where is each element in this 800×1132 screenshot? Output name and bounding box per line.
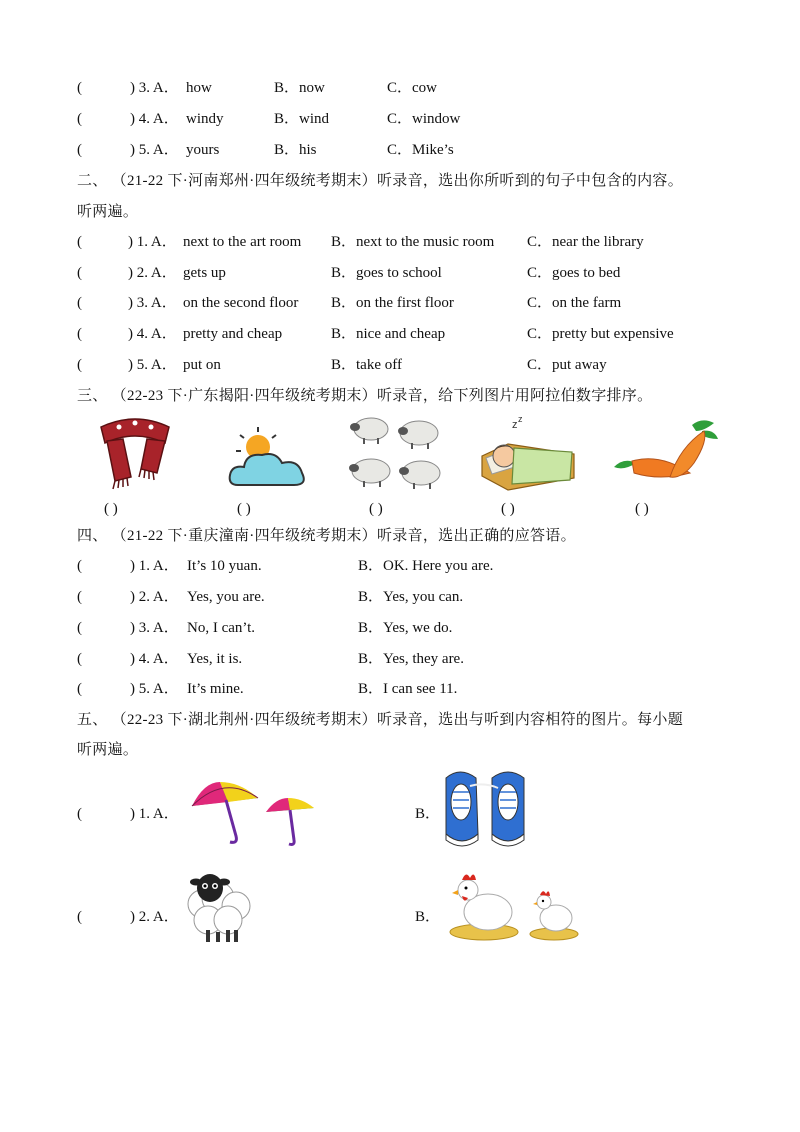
section-five-heading-cont: 听两遍。	[77, 742, 139, 758]
question-number: ) 5. A．	[130, 142, 179, 158]
option-c: C．Mike’s	[387, 142, 454, 158]
sun-cloud-picture	[228, 425, 308, 489]
question-row	[0, 619, 800, 639]
answer-paren-open: (	[77, 265, 82, 281]
option-a: gets up	[183, 265, 226, 281]
question-number: ) 3. A．	[128, 295, 177, 311]
option-a: put on	[183, 357, 221, 373]
option-c: C．on the farm	[527, 295, 622, 311]
question-number: ) 2. A．	[128, 265, 177, 281]
question-number: ) 3. A．	[130, 620, 179, 636]
ordering-blank[interactable]: ( )	[369, 501, 383, 517]
option-b: B．I can see 11.	[358, 681, 458, 697]
scarf-picture	[95, 413, 175, 491]
section-five-heading: 五、 （22-23 下·湖北荆州·四年级统考期末）听录音，选出与听到内容相符的图片。每小题	[77, 712, 683, 728]
shoes-picture	[440, 768, 530, 848]
option-c: C．near the library	[527, 234, 644, 250]
question-number: ) 4. A．	[130, 651, 179, 667]
option-b: B．goes to school	[331, 265, 442, 281]
question-number: ) 4. A．	[130, 111, 179, 127]
question-row	[0, 588, 800, 608]
question-number: ) 5. A．	[128, 357, 177, 373]
answer-paren-open: (	[77, 620, 82, 636]
option-b: B．Yes, we do.	[358, 620, 453, 636]
answer-paren-open: (	[77, 111, 82, 127]
option-b: B．nice and cheap	[331, 326, 446, 342]
ordering-blank[interactable]: ( )	[635, 501, 649, 517]
section-three-heading: 三、 （22-23 下·广东揭阳·四年级统考期末）听录音，给下列图片用阿拉伯数字排序。	[77, 388, 653, 404]
answer-paren-open: (	[77, 909, 82, 925]
question-row	[0, 805, 800, 825]
question-row	[0, 325, 800, 345]
question-number: ) 1. A．	[128, 234, 177, 250]
question-row	[0, 233, 800, 253]
option-b: B．on the first floor	[331, 295, 454, 311]
svg-text:z: z	[518, 414, 523, 424]
option-b: B．take off	[331, 357, 402, 373]
option-a: yours	[186, 142, 220, 158]
option-b: B．wind	[274, 111, 330, 127]
option-b: B．now	[274, 80, 325, 96]
answer-paren-open: (	[77, 681, 82, 697]
question-number: ) 1. A．	[130, 806, 179, 822]
answer-paren-open: (	[77, 651, 82, 667]
option-a: No, I can’t.	[187, 620, 256, 636]
question-number: ) 2. A．	[130, 909, 179, 925]
option-b: B．Yes, they are.	[358, 651, 464, 667]
option-a: It’s 10 yuan.	[187, 558, 262, 574]
question-row	[0, 680, 800, 700]
option-a: windy	[186, 111, 224, 127]
answer-paren-open: (	[77, 326, 82, 342]
question-number: ) 5. A．	[130, 681, 179, 697]
carrot-picture	[610, 417, 720, 485]
option-a: next to the art room	[183, 234, 302, 250]
question-row	[0, 79, 800, 99]
question-number: ) 3. A．	[130, 80, 179, 96]
option-c: C．put away	[527, 357, 607, 373]
ordering-blank[interactable]: ( )	[104, 501, 118, 517]
option-b: B．	[415, 806, 441, 822]
option-c: C．cow	[387, 80, 437, 96]
option-b: B．OK. Here you are.	[358, 558, 494, 574]
question-row	[0, 908, 800, 928]
question-row	[0, 141, 800, 161]
answer-paren-open: (	[77, 589, 82, 605]
answer-paren-open: (	[77, 558, 82, 574]
option-c: C．window	[387, 111, 461, 127]
option-a: Yes, you are.	[187, 589, 265, 605]
question-row	[0, 650, 800, 670]
option-b: B．Yes, you can.	[358, 589, 464, 605]
question-row	[0, 557, 800, 577]
option-a: Yes, it is.	[187, 651, 243, 667]
question-row	[0, 264, 800, 284]
answer-paren-open: (	[77, 806, 82, 822]
option-a: on the second floor	[183, 295, 299, 311]
question-number: ) 2. A．	[130, 589, 179, 605]
umbrella-picture	[190, 778, 320, 848]
question-row	[0, 110, 800, 130]
answer-paren-open: (	[77, 234, 82, 250]
question-row	[0, 294, 800, 314]
sheep-picture	[182, 868, 254, 944]
sleeping-child-picture	[478, 414, 578, 492]
question-number: ) 1. A．	[130, 558, 179, 574]
answer-paren-open: (	[77, 142, 82, 158]
section-two-heading: 二、 （21-22 下·河南郑州·四年级统考期末）听录音，选出你所听到的句子中包含的内容。	[77, 173, 683, 189]
hens-picture	[448, 868, 582, 942]
option-a: It’s mine.	[187, 681, 244, 697]
section-four-heading: 四、 （21-22 下·重庆潼南·四年级统考期末）听录音，选出正确的应答语。	[77, 528, 576, 544]
answer-paren-open: (	[77, 357, 82, 373]
option-b: B．	[415, 909, 441, 925]
option-c: C．goes to bed	[527, 265, 621, 281]
answer-paren-open: (	[77, 80, 82, 96]
option-b: B．his	[274, 142, 317, 158]
svg-text:z: z	[512, 419, 518, 431]
option-b: B．next to the music room	[331, 234, 495, 250]
question-number: ) 4. A．	[128, 326, 177, 342]
option-c: C．pretty but expensive	[527, 326, 674, 342]
option-a: pretty and cheap	[183, 326, 283, 342]
sheep-group-picture	[347, 411, 447, 491]
option-a: how	[186, 80, 212, 96]
ordering-blank[interactable]: ( )	[237, 501, 251, 517]
answer-paren-open: (	[77, 295, 82, 311]
section-two-heading-cont: 听两遍。	[77, 204, 139, 220]
ordering-blank[interactable]: ( )	[501, 501, 515, 517]
question-row	[0, 356, 800, 376]
